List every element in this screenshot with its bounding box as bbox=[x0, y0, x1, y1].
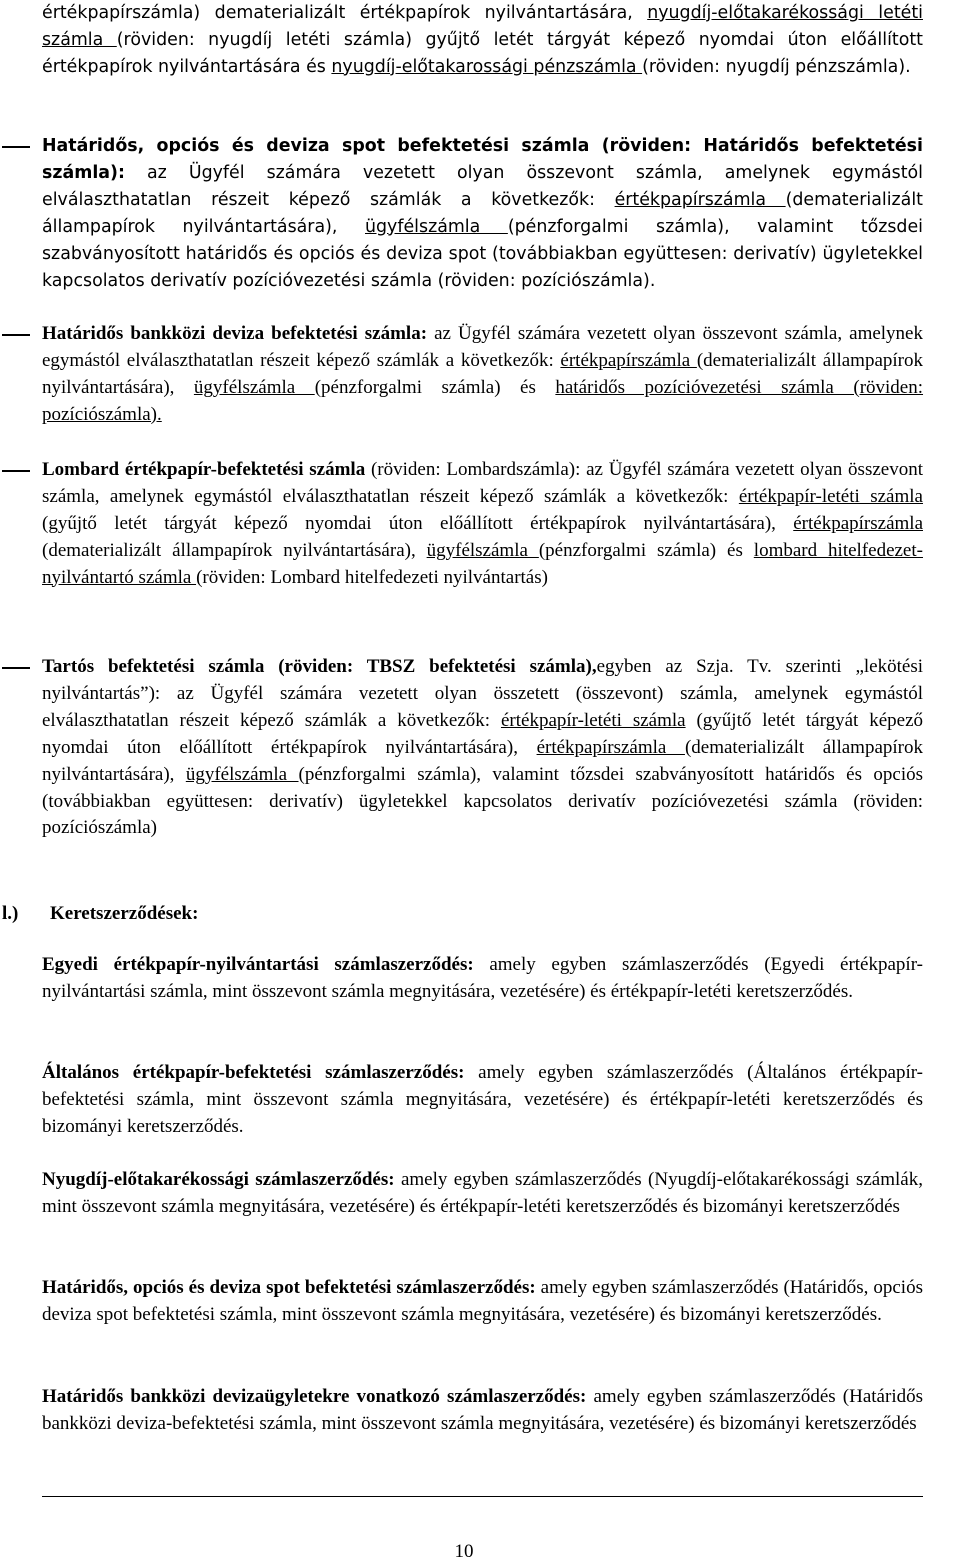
term-underlined: ügyfélszámla bbox=[426, 539, 539, 561]
term-bold: Nyugdíj-előtakarékossági számlaszerződés: bbox=[42, 1169, 395, 1190]
term-bold: Határidős, opciós és deviza spot befektetési számla (röviden: Határidős befektetési számla): bbox=[42, 136, 923, 183]
term-underlined: ügyfélszámla bbox=[193, 376, 315, 398]
text: (röviden: nyugdíj letéti számla) gyűjtő letét tárgyát képező nyomdai úton előállított értékpapírok nyilvántartására és bbox=[42, 29, 923, 77]
text: (dematerializált állampapírok nyilvántartására), bbox=[42, 736, 923, 785]
text: (dematerializált állampapírok nyilvántartására), bbox=[42, 189, 923, 237]
text: (dematerializált állampapírok nyilvántartására), bbox=[42, 539, 427, 561]
contract-definition bbox=[42, 952, 923, 1006]
term-bold: Tartós befektetési számla (röviden: TBSZ befektetési számla), bbox=[42, 656, 597, 677]
term-underlined: értékpapírszámla bbox=[536, 736, 685, 758]
section-number: l.) bbox=[2, 903, 19, 924]
bullet-lombard-szamla bbox=[42, 457, 923, 592]
text: (pénzforgalmi számla) és bbox=[314, 376, 556, 398]
contract-definition bbox=[42, 1167, 923, 1221]
footer-divider bbox=[42, 1496, 923, 1497]
text: az Ügyfél számára vezetett olyan összevont számla, amelynek egymástól elválaszthatatlan részeit képező számlák a következők: bbox=[42, 323, 923, 371]
section-heading bbox=[2, 901, 198, 928]
page-number: 10 bbox=[454, 1541, 474, 1562]
term-underlined: értékpapírszámla bbox=[793, 512, 923, 534]
text: (röviden: Lombard hitelfedezeti nyilvántartás) bbox=[196, 566, 548, 588]
term-underlined: nyugdíj-előtakarossági pénzszámla bbox=[331, 56, 643, 77]
continuation-paragraph bbox=[42, 0, 923, 81]
text: (pénzforgalmi számla), valamint tőzsdei szabványosított határidős és opciós és deviza spot (továbbiakban együttesen: derivatív) ügyletekkel kapcsolatos derivatív pozícióvezetési számla (röviden: pozíciószámla). bbox=[42, 216, 924, 291]
term-bold: Lombard értékpapír-befektetési számla bbox=[42, 459, 366, 480]
term-underlined: nyugdíj-előtakarékossági letéti számla bbox=[42, 3, 923, 50]
bullet-tartos-befektetesi-szamla bbox=[42, 654, 923, 842]
term-underlined: ügyfélszámla bbox=[185, 763, 299, 785]
bullet-dash bbox=[2, 667, 30, 669]
text: amely egyben számlaszerződés (Határidős, opciós deviza spot befektetési számla, mint összevont számla megnyitására, vezetésére) és bizományi keretszerződés. bbox=[42, 1277, 923, 1325]
term-underlined: lombard hitelfedezet-nyilvántartó számla bbox=[42, 539, 923, 588]
text: amely egyben számlaszerződés (Egyedi értékpapír-nyilvántartási számla, mint összevont számla megnyitására, vezetésére) és értékpapír-letéti keretszerződés. bbox=[42, 954, 923, 1002]
text: értékpapírszámla) dematerializált értékpapírok nyilvántartására, bbox=[42, 3, 648, 23]
text: amely egyben számlaszerződés (Általános értékpapír-befektetési számla, mint összevont számla megnyitására, vezetésére) és értékpapír-letéti keretszerződés és bizományi keretszerződés. bbox=[42, 1062, 923, 1137]
text: (röviden: Lombardszámla): az Ügyfél számára vezetett olyan összevont számla, amelynek egymástól elválaszthatatlan részeit képező számlák a következők: bbox=[42, 459, 923, 507]
text: (gyűjtő letét tárgyát képező nyomdai úton előállított értékpapírok nyilvántartására), bbox=[42, 512, 794, 534]
text: (gyűjtő letét tárgyát képező nyomdai úton előállított értékpapírok nyilvántartására), bbox=[42, 709, 923, 758]
term-underlined: értékpapír-letéti számla bbox=[738, 485, 923, 507]
contract-definition bbox=[42, 1384, 923, 1438]
term-bold: Határidős bankközi devizaügyletekre vonatkozó számlaszerződés: bbox=[42, 1386, 587, 1407]
section-title: Keretszerződések: bbox=[50, 903, 199, 924]
text: (pénzforgalmi számla) és bbox=[538, 539, 754, 561]
bullet-dash bbox=[2, 334, 30, 336]
contract-definition bbox=[42, 1060, 923, 1141]
term-bold: Általános értékpapír-befektetési számlaszerződés: bbox=[42, 1062, 465, 1083]
text: egyben az Szja. Tv. szerinti „lekötési nyilvántartás”): az Ügyfél számára vezetett olyan összetett (összevont) számla, amelynek egymástól elválaszthatatlan részeit képező számlák a következők: bbox=[42, 656, 923, 731]
bullet-dash bbox=[2, 146, 30, 148]
bullet-bankkozi-deviza-szamla bbox=[42, 321, 923, 429]
text: (röviden: nyugdíj pénzszámla). bbox=[642, 56, 911, 77]
term-bold: Határidős, opciós és deviza spot befektetési számlaszerződés: bbox=[42, 1277, 536, 1298]
text: amely egyben számlaszerződés (Határidős bankközi deviza-befektetési számla, mint összevont számla megnyitására, vezetésére) és bizományi keretszerződés bbox=[42, 1386, 923, 1434]
term-bold: Határidős bankközi deviza befektetési számla: bbox=[42, 323, 428, 344]
bullet-hataridos-befektetesi-szamla bbox=[42, 133, 923, 294]
bullet-dash bbox=[2, 470, 30, 472]
text: az Ügyfél számára vezetett olyan összevont számla, amelynek egymástól elválaszthatatlan részeit képező számlák a következők: bbox=[42, 162, 923, 210]
term-underlined: értékpapír-letéti számla bbox=[500, 709, 686, 731]
term-underlined: értékpapírszámla bbox=[614, 189, 786, 210]
text: (pénzforgalmi számla), valamint tőzsdei szabványosított határidős és opciós (továbbiakban együttesen: derivatív) ügyletekkel kapcsolatos derivatív pozícióvezetési számla (röviden: pozíciószámla) bbox=[42, 763, 924, 839]
text: (dematerializált állampapírok nyilvántartására), bbox=[42, 349, 923, 398]
text: amely egyben számlaszerződés (Nyugdíj-előtakarékossági számlák, mint összevont számla megnyitására, vezetésére) és értékpapír-letéti keretszerződés és bizományi keretszerződés bbox=[42, 1169, 923, 1217]
term-underlined: ügyfélszámla bbox=[365, 216, 508, 237]
term-bold: Egyedi értékpapír-nyilvántartási számlaszerződés: bbox=[42, 954, 474, 975]
term-underlined: értékpapírszámla bbox=[560, 349, 697, 371]
term-underlined: határidős pozícióvezetési számla (röviden: pozíciószámla). bbox=[42, 376, 924, 425]
contract-definition bbox=[42, 1275, 923, 1329]
